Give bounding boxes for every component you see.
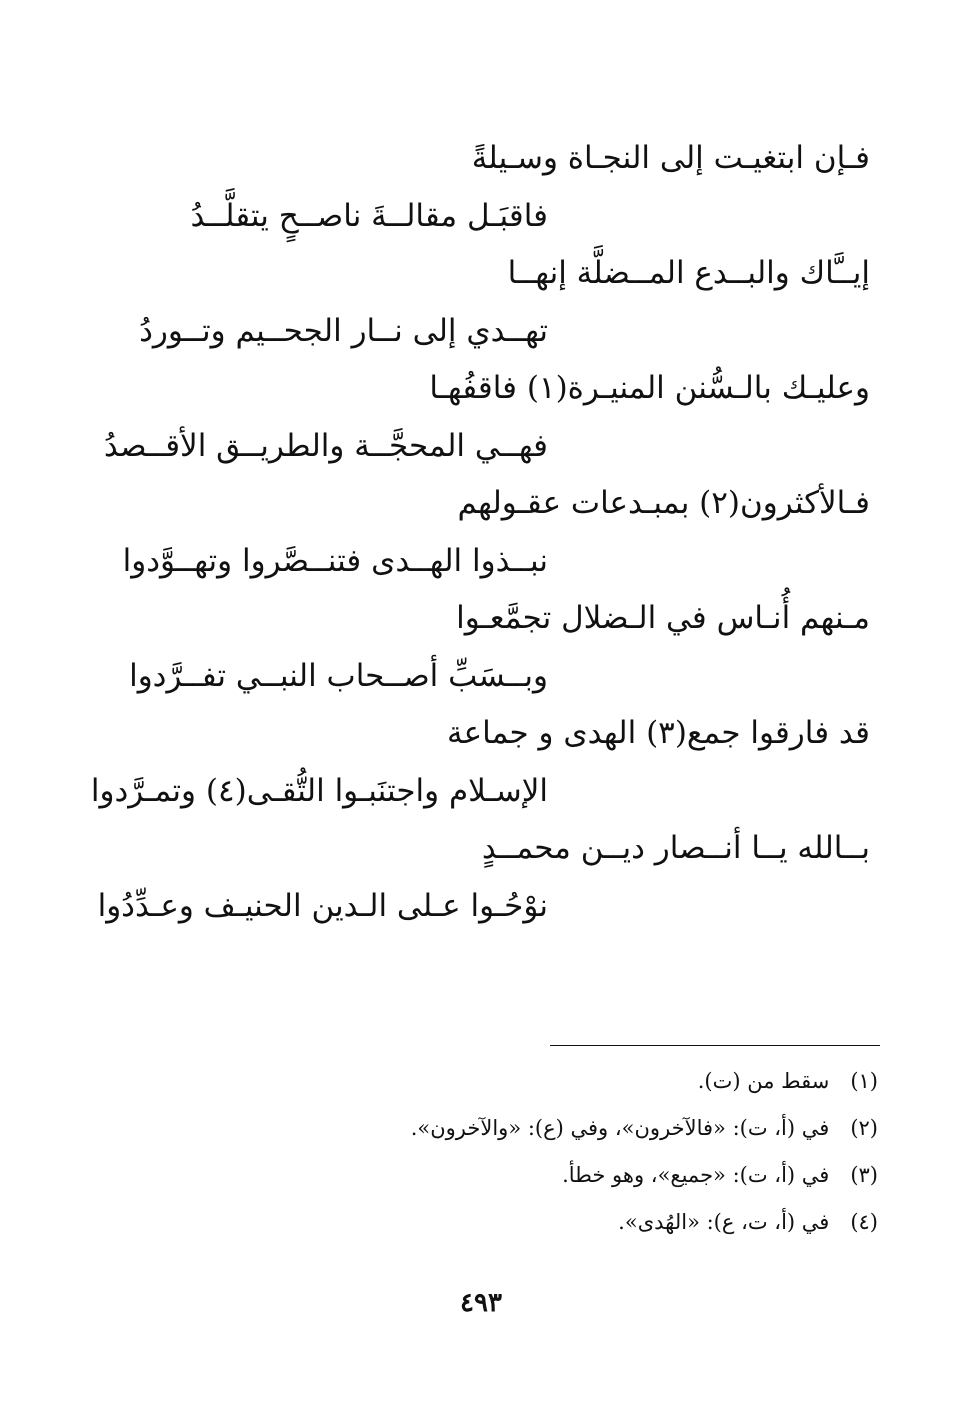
verse bbox=[90, 243, 870, 358]
verse bbox=[90, 818, 870, 933]
verse-first-hemistich: وعليـك بالـسُّنن المنيـرة(١) فاقفُهـا bbox=[429, 370, 870, 406]
footnote bbox=[78, 1158, 878, 1205]
verse bbox=[90, 703, 870, 818]
verse bbox=[90, 128, 870, 243]
footnote bbox=[78, 1205, 878, 1252]
verse-first-hemistich: بــالله يــا أنــصار ديــن محمــدٍ bbox=[481, 830, 870, 866]
verse-second-hemistich: وبــسَبِّ أصــحاب النبــي تفــرَّدوا bbox=[129, 658, 548, 694]
verse-second-hemistich: فاقبَـل مقالــةَ ناصــحٍ يتقلَّــدُ bbox=[190, 198, 548, 234]
footnote-number: (٢) bbox=[850, 1116, 878, 1140]
verse-first-hemistich: إيــَّاك والبــدع المــضلَّة إنهــا bbox=[507, 255, 870, 291]
page-number: ٤٩٣ bbox=[460, 1288, 502, 1318]
footnote bbox=[78, 1064, 878, 1111]
verse-first-hemistich: فـإن ابتغيـت إلى النجـاة وسـيلةً bbox=[471, 140, 870, 176]
verse bbox=[90, 358, 870, 473]
footnotes bbox=[78, 1064, 878, 1252]
verse-first-hemistich: فـالأكثرون(٢) بمبـدعات عقـولهم bbox=[457, 485, 870, 521]
footnote-text: في (أ، ت، ع): «الهُدى». bbox=[618, 1210, 830, 1234]
footnote-number: (١) bbox=[850, 1069, 878, 1093]
verse-first-hemistich: قد فارقوا جمع(٣) الهدى و جماعة bbox=[447, 715, 870, 751]
footnote-text: في (أ، ت): «فالآخرون»، وفي (ع): «والآخرون». bbox=[410, 1116, 830, 1140]
footnote-separator bbox=[550, 1045, 880, 1046]
footnote-number: (٤) bbox=[850, 1210, 878, 1234]
verse-second-hemistich: الإسـلام واجتنَبـوا التُّقـى(٤) وتمـرَّدوا bbox=[90, 773, 548, 809]
verse-first-hemistich: مـنهم أُنـاس في الـضلال تجمَّعـوا bbox=[456, 600, 870, 636]
verse-second-hemistich: نوْحُـوا عـلى الـدين الحنيـف وعـدِّدُوا bbox=[97, 888, 548, 924]
footnote-text: سقط من (ت). bbox=[697, 1069, 830, 1093]
poem bbox=[90, 128, 870, 933]
verse-second-hemistich: تهــدي إلى نــار الجحــيم وتــوردُ bbox=[139, 313, 548, 349]
verse bbox=[90, 473, 870, 588]
verse-second-hemistich: فهــي المحجَّــة والطريــق الأقــصدُ bbox=[103, 428, 548, 464]
footnote bbox=[78, 1111, 878, 1158]
footnote-text: في (أ، ت): «جميع»، وهو خطأ. bbox=[562, 1163, 830, 1187]
verse-second-hemistich: نبــذوا الهــدى فتنــصَّروا وتهــوَّدوا bbox=[122, 543, 548, 579]
verse bbox=[90, 588, 870, 703]
footnote-number: (٣) bbox=[850, 1163, 878, 1187]
